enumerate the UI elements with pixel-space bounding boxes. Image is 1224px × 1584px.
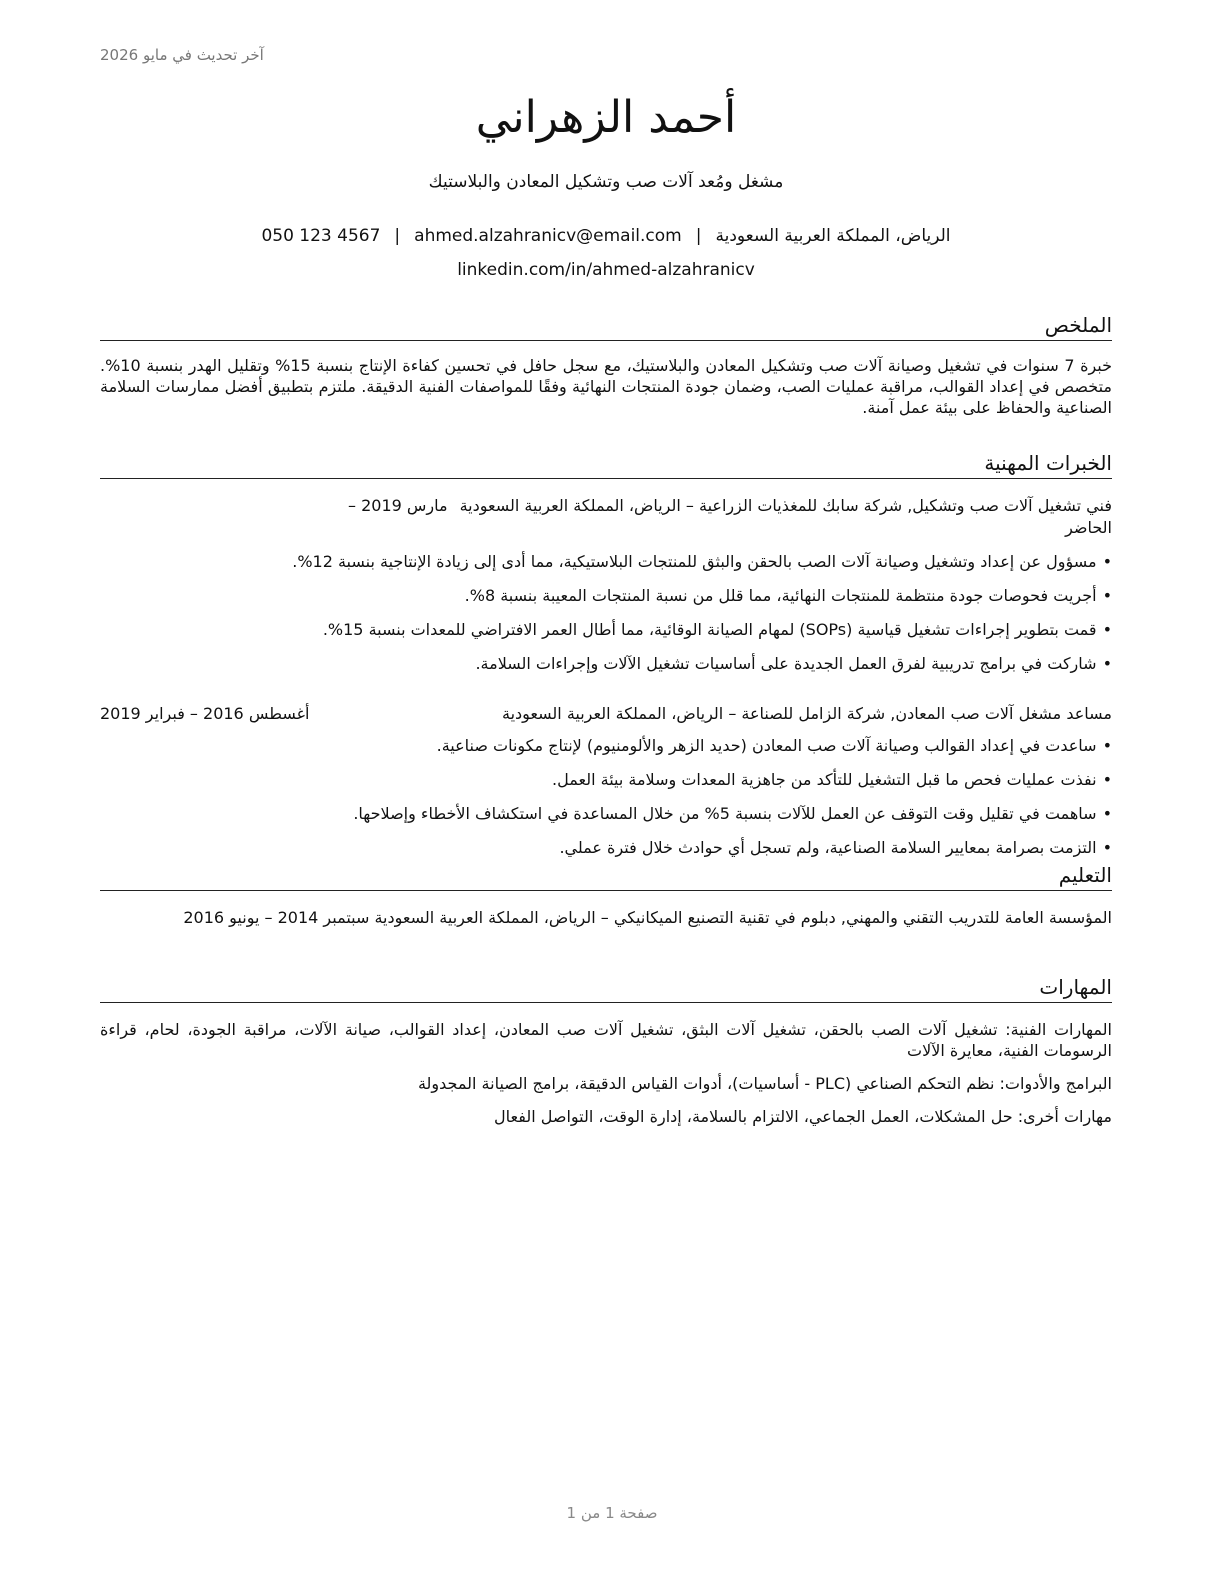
- bullet-text: ساعدت في إعداد القوالب وصيانة آلات صب المعادن (حديد الزهر والألومنيوم) لإنتاج مكونات صناعية.: [436, 736, 1097, 755]
- bullet-marker: •: [1102, 736, 1112, 755]
- job-dates: أغسطس 2016 – فبراير 2019: [100, 704, 310, 723]
- contact-linkedin[interactable]: linkedin.com/in/ahmed-alzahranicv: [457, 260, 755, 280]
- job-entry: [300, 495, 1112, 539]
- education-section: [100, 862, 1112, 928]
- bullet-text: التزمت بصرامة بمعايير السلامة الصناعية، ولم تسجل أي حوادث خلال فترة عملي.: [559, 838, 1097, 857]
- bullet-text: ساهمت في تقليل وقت التوقف عن العمل للآلات بنسبة 5% من خلال المساعدة في استكشاف الأخطاء وإصلاحها.: [353, 804, 1097, 823]
- contact-phone: 050 123 4567: [261, 226, 381, 246]
- last-updated-note: آخر تحديث في مايو 2026: [100, 46, 264, 64]
- bullet-marker: •: [1102, 620, 1112, 639]
- job-heading-line: [100, 703, 1112, 725]
- bullet-marker: •: [1102, 552, 1112, 571]
- education-text: المؤسسة العامة للتدريب التقني والمهني, دبلوم في تقنية التصنيع الميكانيكي – الرياض، المملكة العربية السعودية سبتمبر 2014 – يونيو 2016: [183, 908, 1112, 927]
- bullet-marker: •: [1102, 586, 1112, 605]
- bullet-marker: •: [1102, 804, 1112, 823]
- job-bullet: [100, 619, 1112, 641]
- page-number: صفحة 1 من 1: [566, 1504, 658, 1522]
- contact-line: [100, 224, 1112, 248]
- job-title-company: مساعد مشغل آلات صب المعادن, شركة الزامل للصناعة – الرياض، المملكة العربية السعودية: [502, 704, 1112, 723]
- job-heading-line: [300, 495, 1112, 539]
- job-bullet: [100, 585, 1112, 607]
- summary-text: خبرة 7 سنوات في تشغيل وصيانة آلات صب وتشكيل المعادن والبلاستيك، مع سجل حافل في تحسين كفاءة الإنتاج بنسبة 15% وتقليل الهدر بنسبة 10%. متخصص في إعداد القوالب، مراقبة عمليات الصب، وضمان جودة المنتجات النهائية وفقًا للمواصفات الفنية الدقيقة. ملتزم بتطبيق أفضل ممارسات السلامة الصناعية والحفاظ على بيئة عمل آمنة.: [100, 356, 1113, 417]
- contact-separator: |: [695, 226, 702, 246]
- job-bullet: [100, 837, 1112, 859]
- job-bullet: [100, 551, 1112, 573]
- contact-separator: |: [394, 226, 401, 246]
- job-bullet: [100, 803, 1112, 825]
- experience-heading: الخبرات المهنية: [100, 450, 1112, 479]
- bullet-text: قمت بتطوير إجراءات تشغيل قياسية (SOPs) لمهام الصيانة الوقائية، مما أطال العمر الافتراضي للمعدات بنسبة 15%.: [322, 620, 1097, 639]
- job-bullet: [100, 769, 1112, 791]
- bullet-text: شاركت في برامج تدريبية لفرق العمل الجديدة على أساسيات تشغيل الآلات وإجراءات السلامة.: [475, 654, 1097, 673]
- bullet-marker: •: [1102, 654, 1112, 673]
- bullet-marker: •: [1102, 770, 1112, 789]
- job-subtitle: مشغل ومُعد آلات صب وتشكيل المعادن والبلاستيك: [428, 172, 784, 192]
- skills-heading: المهارات: [100, 974, 1112, 1003]
- bullet-text: مسؤول عن إعداد وتشغيل وصيانة آلات الصب بالحقن والبثق للمنتجات البلاستيكية، مما أدى إلى زيادة الإنتاجية بنسبة 12%.: [292, 552, 1097, 571]
- job-bullets: [100, 735, 1112, 859]
- education-heading: التعليم: [100, 862, 1112, 891]
- job-bullet: [100, 653, 1112, 675]
- contact-email[interactable]: ahmed.alzahranicv@email.com: [414, 226, 682, 246]
- experience-section: [100, 450, 1112, 859]
- job-bullet: [100, 735, 1112, 757]
- job-bullets: [100, 551, 1112, 675]
- skills-software: البرامج والأدوات: نظم التحكم الصناعي (PLC - أساسيات)، أدوات القياس الدقيقة، برامج الصيانة المجدولة: [417, 1074, 1112, 1093]
- summary-heading: الملخص: [100, 312, 1112, 341]
- candidate-name: أحمد الزهراني: [475, 92, 737, 143]
- skills-other: مهارات أخرى: حل المشكلات، العمل الجماعي، الالتزام بالسلامة، إدارة الوقت، التواصل الفعال: [494, 1107, 1112, 1126]
- summary-section: [100, 312, 1112, 418]
- job-dates: مارس 2019 – الحاضر: [347, 496, 1112, 537]
- job-title-company: فني تشغيل آلات صب وتشكيل, شركة سابك للمغذيات الزراعية – الرياض، المملكة العربية السعودية: [459, 496, 1112, 515]
- skills-section: [100, 974, 1112, 1127]
- bullet-text: نفذت عمليات فحص ما قبل التشغيل للتأكد من جاهزية المعدات وسلامة بيئة العمل.: [552, 770, 1097, 789]
- job-entry: [100, 703, 1112, 725]
- bullet-marker: •: [1102, 838, 1112, 857]
- bullet-text: أجريت فحوصات جودة منتظمة للمنتجات النهائية، مما قلل من نسبة المنتجات المعيبة بنسبة 8%.: [464, 586, 1097, 605]
- contact-location: الرياض، المملكة العربية السعودية: [715, 226, 951, 246]
- skills-technical: المهارات الفنية: تشغيل آلات الصب بالحقن، تشغيل آلات البثق، تشغيل آلات صب المعادن، إعداد القوالب، صيانة الآلات، مراقبة الجودة، لحام، قراءة الرسومات الفنية، معايرة الآلات: [100, 1020, 1112, 1060]
- resume-page: [100, 0, 1112, 1584]
